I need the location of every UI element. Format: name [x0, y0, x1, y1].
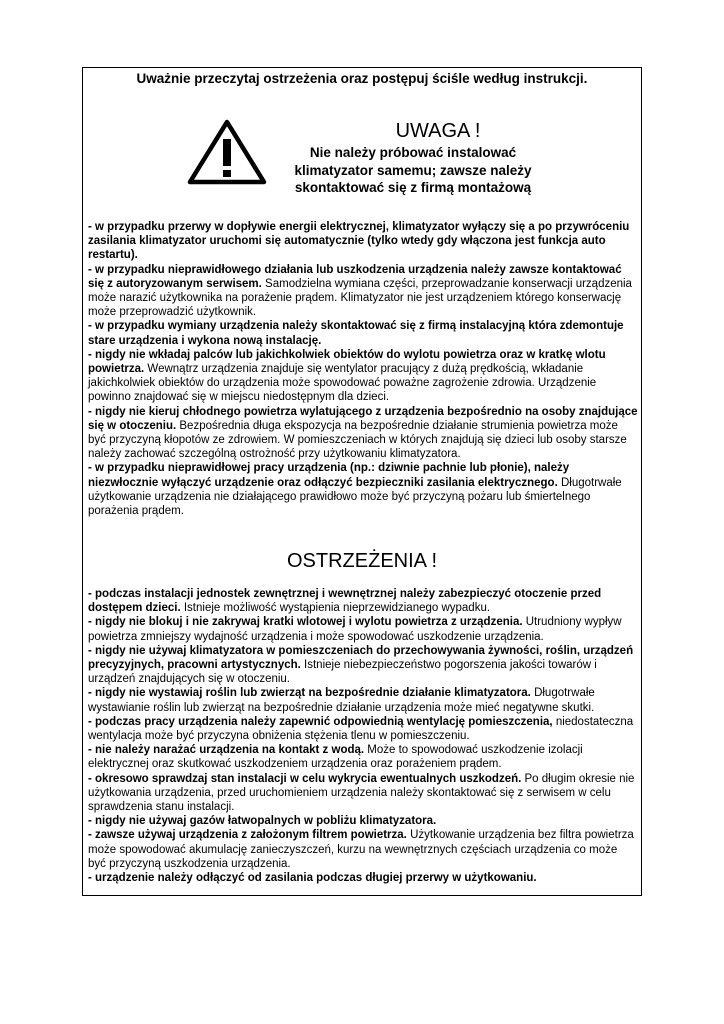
document-frame	[82, 67, 642, 896]
section1-item: - w przypadku nieprawidłowego działania lub uszkodzenia urządzenia należy zawsze kontaktować się z autoryzowanym serwisem. Samodzielna wymiana części, przeprowadzanie konserwacji urządzenia może narazić użytkownika na porażenie prądem. Klimatyzator nie jest urządzeniem którego konserwację może przeprowadzić użytkownik.	[88, 263, 632, 319]
section2-item: - zawsze używaj urządzenia z założonym filtrem powietrza. Użytkowanie urządzenia bez filtra powietrza może spowodować akumulację zanieczyszczeń, kurzu na wewnętrznych częściach urządzenia co może być przyczyną uszkodzenia urządzenia.	[88, 829, 634, 870]
section2-item: - nie należy narażać urządzenia na kontakt z wodą. Może to spowodować uszkodzenie izolacji elektrycznej oraz skutkować uszkodzeniem urządzenia oraz porażeniem prądem.	[88, 744, 583, 771]
section2-item: - nigdy nie używaj klimatyzatora w pomieszczeniach do przechowywania żywności, roślin, urządzeń precyzyjnych, pracowni artystycznych. Istnieje niebezpieczeństwo pogorszenia jakości towarów i urządzeń znajdujących się w otoczeniu.	[88, 644, 634, 686]
uwaga-text: Nie należy próbować instalować klimatyzator samemu; zawsze należy skontaktować się z firmą montażową	[294, 145, 532, 195]
uwaga-title: UWAGA !	[395, 120, 481, 142]
section2-list	[88, 587, 638, 885]
section2-item: - nigdy nie wystawiaj roślin lub zwierząt na bezpośrednie działanie klimatyzatora. Długotrwałe wystawianie roślin lub zwierząt na bezpośrednie działanie urządzenia może mieć negatywne skutki.	[88, 687, 595, 714]
section1-item: - w przypadku nieprawidłowej pracy urządzenia (np.: dziwnie pachnie lub płonie), należy niezwłocznie wyłączyć urządzenie oraz odłączyć bezpieczniki zasilania elektrycznego. Długotrwałe użytkowanie urządzenia nie działającego prawidłowo może być przyczyną pożaru lub śmiertelnego porażenia prądem.	[88, 462, 622, 518]
section1-item: - w przypadku przerwy w dopływie energii elektrycznej, klimatyzator wyłączy się a po przywróceniu zasilania klimatyzator uruchomi się automatycznie (tylko wtedy gdy włączona jest funkcja auto restartu).	[88, 221, 630, 262]
section1-item: - w przypadku wymiany urządzenia należy skontaktować się z firmą instalacyjną która zdemontuje stare urządzenia i wykona nową instalację.	[88, 320, 624, 347]
section1-item: - nigdy nie kieruj chłodnego powietrza wylatującego z urządzenia bezpośrednio na osoby znajdujące się w otoczeniu. Bezpośrednia długa ekspozycja na bezpośrednie działanie strumienia powietrza może być przyczyną kłopotów ze zdrowiem. W pomieszczeniach w których znajdują się dzieci lub osoby starsze należy zachować szczególną ostrożność przy użytkowaniu klimatyzatora.	[88, 405, 638, 461]
section2-item: - urządzenie należy odłączyć od zasilania podczas długiej przerwy w użytkowaniu.	[88, 872, 537, 885]
section1-item: - nigdy nie wkładaj palców lub jakichkolwiek obiektów do wylotu powietrza oraz w kratkę wlotu powietrza. Wewnątrz urządzenia znajduje się wentylator pracujący z dużą prędkością, wkładanie jakichkolwiek obiektów do urządzenia może spowodować poważne zagrożenie zdrowia. Urządzenie powinno znajdować się w miejscu niedostępnym dla dzieci.	[88, 348, 606, 404]
section2-item: - podczas pracy urządzenia należy zapewnić odpowiednią wentylację pomieszczenia, niedostateczna wentylacja może być przyczyna obniżenia stężenia tlenu w pomieszczeniu.	[88, 715, 634, 743]
ostrzezenia-title: OSTRZEŻENIA !	[286, 550, 438, 572]
section2-item: - nigdy nie używaj gazów łatwopalnych w pobliżu klimatyzatora.	[88, 815, 437, 828]
section2-item: - okresowo sprawdzaj stan instalacji w celu wykrycia ewentualnych uszkodzeń. Po długim okresie nie użytkowania urządzenia, przed uruchomieniem urządzenia należy skontaktować się z serwisem w celu sprawdzenia stanu instalacji.	[88, 772, 635, 814]
warning-triangle-icon	[187, 119, 267, 185]
section2-item: - nigdy nie blokuj i nie zakrywaj kratki wlotowej i wylotu powietrza z urządzenia. Utrudniony wypływ powietrza zmniejszy wydajność urządzenia i może spowodować uszkodzenie urządzenia.	[88, 616, 622, 643]
section1-list	[88, 220, 638, 518]
page-header: Uważnie przeczytaj ostrzeżenia oraz postępuj ściśle według instrukcji.	[136, 71, 588, 86]
section2-item: - podczas instalacji jednostek zewnętrznej i wewnętrznej należy zabezpieczyć otoczenie przed dostępem dzieci. Istnieje możliwość wystąpienia nieprzewidzianego wypadku.	[88, 588, 602, 615]
